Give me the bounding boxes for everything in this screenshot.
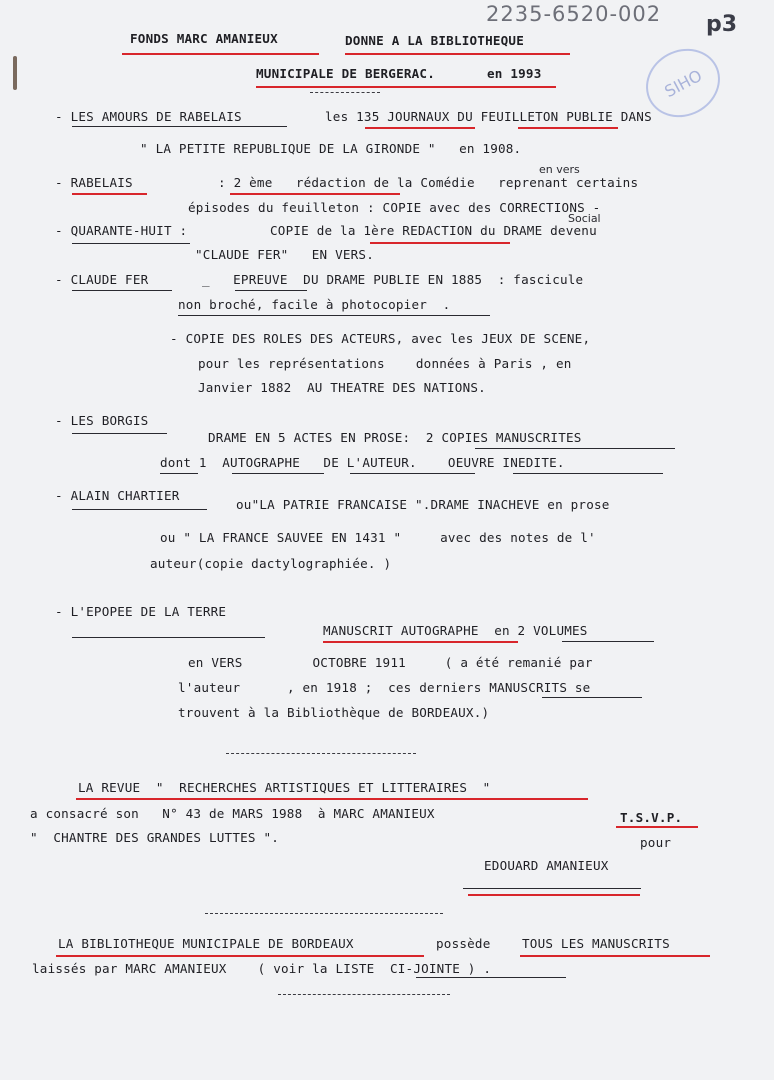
heading-dash (310, 92, 380, 93)
entry-alain-underline (72, 509, 207, 510)
entry-borgis-desc: DRAME EN 5 ACTES EN PROSE: 2 COPIES MANUSCRITES (208, 430, 582, 445)
underline-autographe (232, 473, 324, 474)
entry-rabelais-underline (72, 193, 147, 195)
footer-underline-2 (520, 955, 710, 957)
entry-alain-title: - ALAIN CHARTIER (55, 488, 180, 503)
revue-pour: pour (640, 835, 672, 850)
signature-underline-red (468, 894, 640, 896)
entry-borgis-title: - LES BORGIS (55, 413, 149, 428)
revue-line3: " CHANTRE DES GRANDES LUTTES ". (30, 830, 280, 845)
footer-underline-1 (56, 955, 424, 957)
revue-signature: EDOUARD AMANIEUX (484, 858, 609, 873)
heading-line1a: FONDS MARC AMANIEUX (130, 31, 278, 46)
underline-manuscrits (542, 697, 642, 698)
entry-claude-title: - CLAUDE FER (55, 272, 149, 287)
handwritten-social: Social (568, 212, 601, 225)
entry-claude-desc2: non broché, facile à photocopier . (178, 297, 451, 312)
entry-claude-desc4: pour les représentations données à Paris , en (198, 356, 572, 371)
entry-alain-desc2: ou " LA FRANCE SAUVEE EN 1431 " avec des notes de l' (160, 530, 596, 545)
underline-inedite (513, 473, 663, 474)
entry-quarante-title: - QUARANTE-HUIT : (55, 223, 188, 238)
underline-redaction (230, 193, 400, 195)
footer-line1b: possède (436, 936, 491, 951)
underline-epreuve (235, 290, 307, 291)
underline-copies (475, 448, 675, 449)
entry-epopee-desc: MANUSCRIT AUTOGRAPHE en 2 VOLUMES (323, 623, 588, 638)
entry-borgis-desc2: dont 1 AUTOGRAPHE DE L'AUTEUR. OEUVRE INEDITE. (160, 455, 565, 470)
entry-epopee-underline (72, 637, 265, 638)
entry-epopee-desc3: l'auteur , en 1918 ; ces derniers MANUSCRITS se (178, 680, 591, 695)
entry-amours-desc2: " LA PETITE REPUBLIQUE DE LA GIRONDE " en 1908. (140, 141, 522, 156)
underline-feuilleton (518, 127, 618, 129)
underline-auteur (350, 473, 475, 474)
separator-3 (278, 994, 450, 995)
entry-alain-desc3: auteur(copie dactylographiée. ) (150, 556, 392, 571)
revue-underline (76, 798, 588, 800)
entry-rabelais-desc2: épisodes du feuilleton : COPIE avec des CORRECTIONS - (188, 200, 601, 215)
entry-epopee-title: - L'EPOPEE DE LA TERRE (55, 604, 227, 619)
entry-rabelais-desc: : 2 ème rédaction de la Comédie reprenant certains (218, 175, 639, 190)
underline-dont (160, 473, 198, 474)
heading-underline-2 (345, 53, 570, 55)
entry-quarante-desc2: "CLAUDE FER" EN VERS. (195, 247, 374, 262)
footer-underline-liste (416, 977, 566, 978)
underline-redaction-1ere (370, 242, 510, 244)
revue-line2: a consacré son N° 43 de MARS 1988 à MARC AMANIEUX (30, 806, 435, 821)
entry-claude-desc3: - COPIE DES ROLES DES ACTEURS, avec les JEUX DE SCENE, (170, 331, 591, 346)
footer-line1c: TOUS LES MANUSCRITS (522, 936, 670, 951)
underline-non-broche (178, 315, 490, 316)
reference-number: 2235-6520-002 (486, 2, 662, 26)
underline-manuscrit-autographe (323, 641, 518, 643)
page-mark: p3 (706, 12, 738, 37)
entry-epopee-desc2: en VERS OCTOBRE 1911 ( a été remanié par (188, 655, 593, 670)
entry-quarante-underline (72, 243, 190, 244)
tsvp-underline (616, 826, 698, 828)
entry-epopee-desc4: trouvent à la Bibliothèque de BORDEAUX.) (178, 705, 490, 720)
entry-alain-desc: ou"LA PATRIE FRANCAISE ".DRAME INACHEVE en prose (236, 497, 610, 512)
heading-underline-1 (122, 53, 319, 55)
entry-claude-desc5: Janvier 1882 AU THEATRE DES NATIONS. (198, 380, 486, 395)
footer-line2: laissés par MARC AMANIEUX ( voir la LISTE CI-JOINTE ) . (32, 961, 492, 976)
separator-1 (226, 753, 416, 754)
entry-quarante-desc: COPIE de la 1ère REDACTION du DRAME devenu (270, 223, 597, 238)
entry-borgis-underline (72, 433, 167, 434)
underline-journaux (365, 127, 475, 129)
staple-mark (13, 56, 17, 90)
entry-rabelais-title: - RABELAIS (55, 175, 133, 190)
heading-underline-3 (256, 86, 556, 88)
underline-volumes (562, 641, 654, 642)
signature-underline-black (463, 888, 641, 889)
entry-amours-underline (72, 126, 287, 127)
heading-line2: MUNICIPALE DE BERGERAC. (256, 66, 435, 81)
entry-amours-title: - LES AMOURS DE RABELAIS (55, 109, 242, 124)
handwritten-en-vers: en vers (539, 163, 580, 176)
heading-year: en 1993 (487, 66, 542, 81)
footer-line1a: LA BIBLIOTHEQUE MUNICIPALE DE BORDEAUX (58, 936, 354, 951)
separator-2 (205, 913, 443, 914)
library-stamp: SIHO (634, 36, 732, 130)
revue-line1: LA REVUE " RECHERCHES ARTISTIQUES ET LITTERAIRES " (78, 780, 491, 795)
tsvp-note: T.S.V.P. (620, 810, 683, 825)
entry-claude-desc: _ EPREUVE DU DRAME PUBLIE EN 1885 : fascicule (202, 272, 584, 287)
entry-claude-underline (72, 290, 172, 291)
entry-amours-desc: les 135 JOURNAUX DU FEUILLETON PUBLIE DANS (325, 109, 652, 124)
heading-line1b: DONNE A LA BIBLIOTHEQUE (345, 33, 524, 48)
